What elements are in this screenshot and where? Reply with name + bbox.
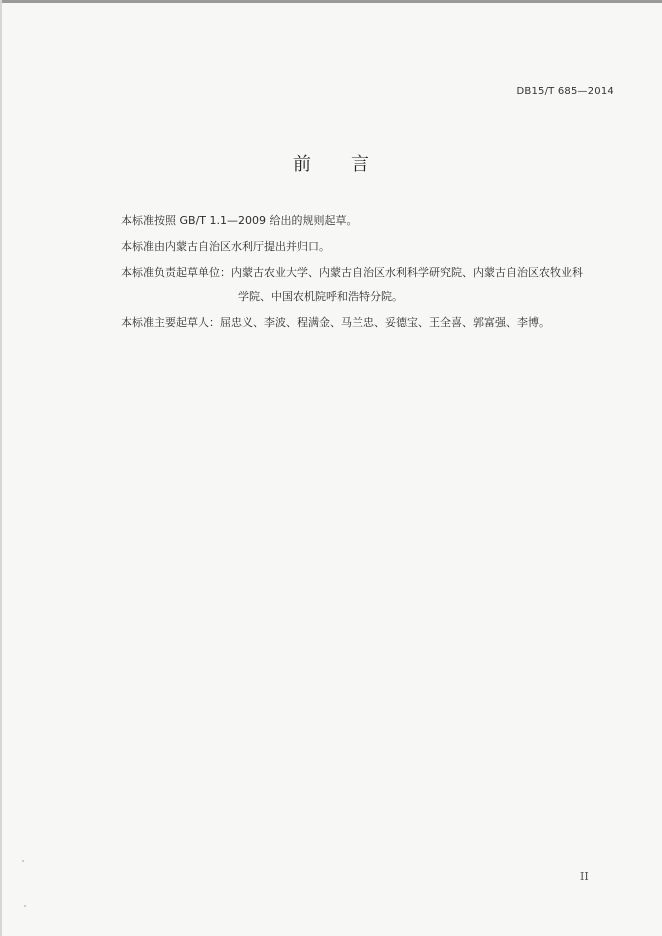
paragraph-drafting-units-line1: 本标准负责起草单位：内蒙古农业大学、内蒙古自治区水利科学研究院、内蒙古自治区农牧业科 — [121, 266, 583, 279]
page-number: II — [580, 870, 589, 883]
scan-edge-left — [0, 0, 2, 936]
paragraph-drafters: 本标准主要起草人：屈忠义、李波、程满金、马兰忠、妥德宝、王全喜、郭富强、李博。 — [121, 316, 550, 329]
document-code: DB15/T 685—2014 — [516, 86, 614, 97]
paragraph-drafting-rules: 本标准按照 GB/T 1.1—2009 给出的规则起草。 — [121, 214, 358, 227]
paragraph-proposer: 本标准由内蒙古自治区水利厅提出并归口。 — [121, 240, 330, 253]
scan-speck — [24, 905, 26, 907]
scan-speck — [22, 860, 24, 862]
page-title: 前言 — [293, 154, 409, 175]
scan-edge-top — [0, 0, 662, 3]
paragraph-drafting-units-line2: 学院、中国农机院呼和浩特分院。 — [238, 290, 403, 303]
foreword-body — [121, 208, 621, 336]
paragraph-drafting-units — [121, 260, 621, 310]
